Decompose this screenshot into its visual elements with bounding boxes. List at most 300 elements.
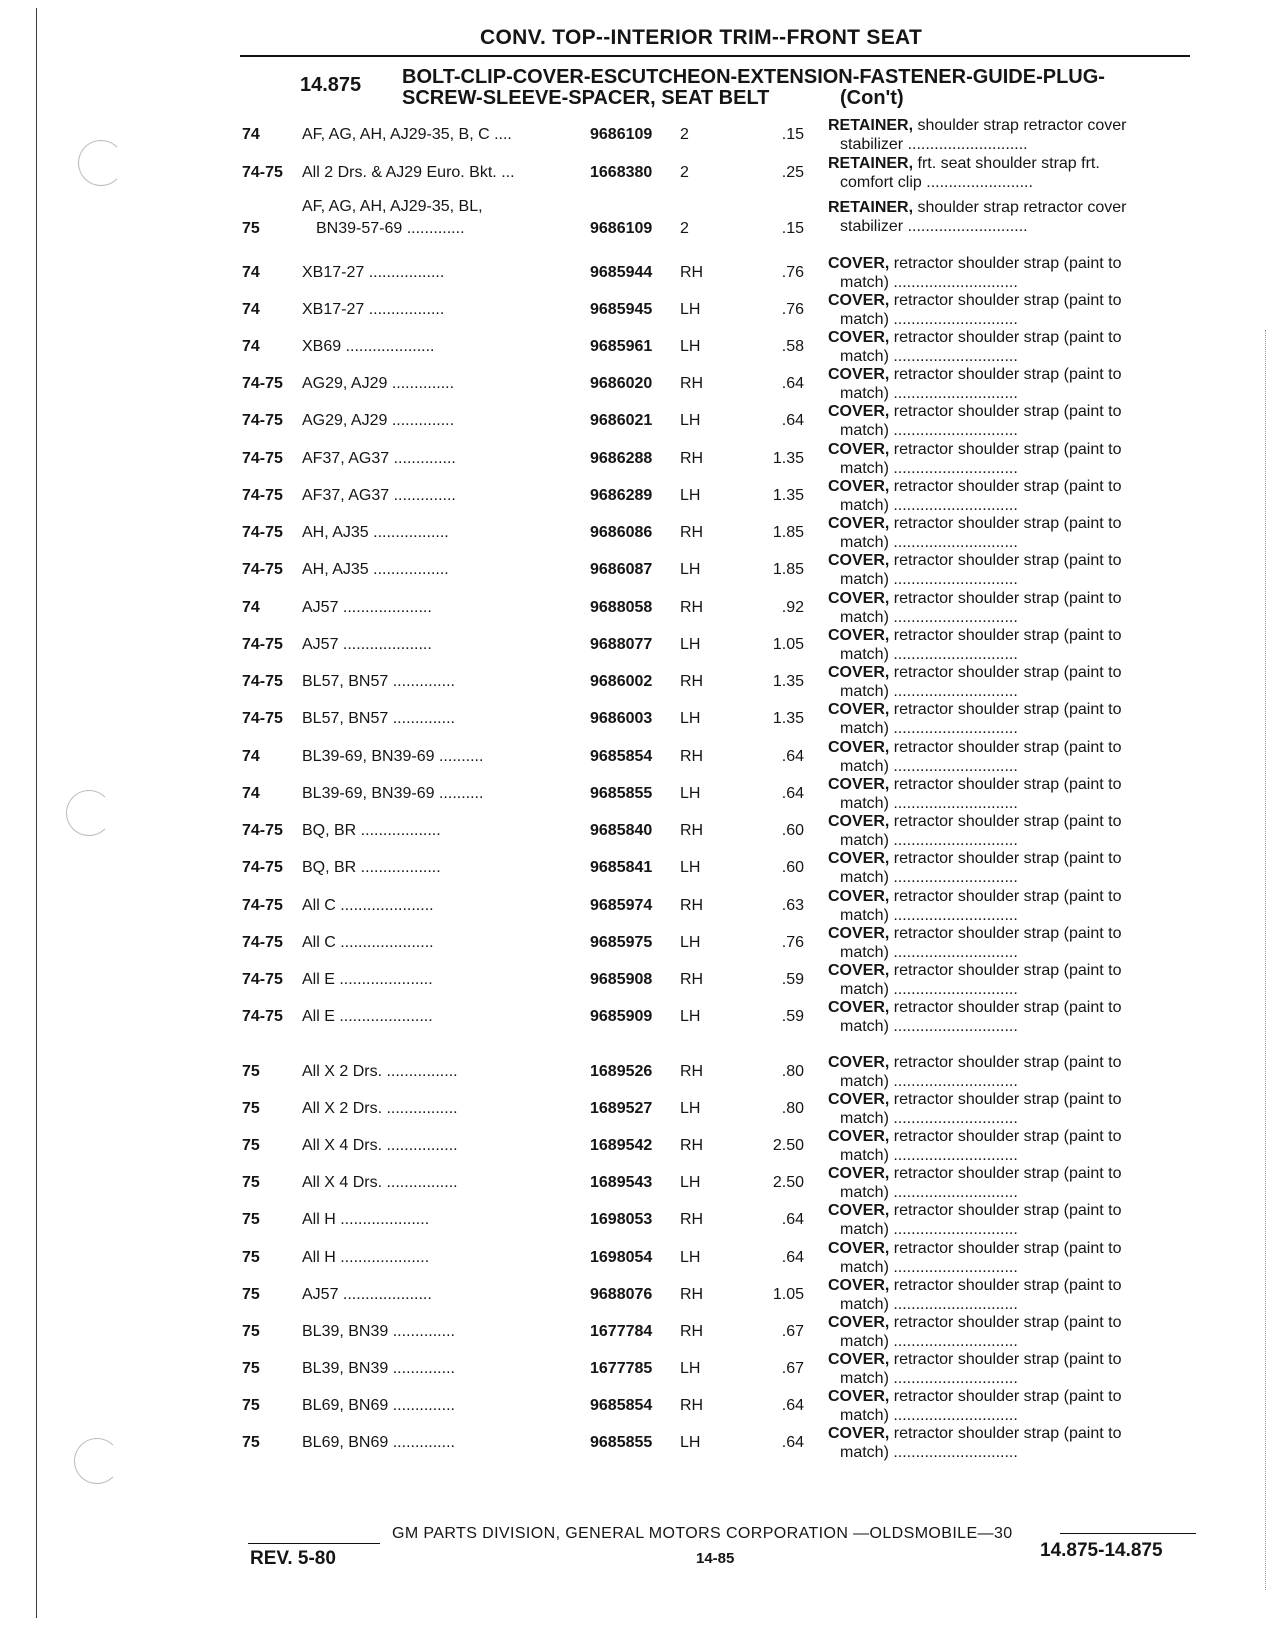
year-range: 74-75 <box>242 561 283 578</box>
quantity: RH <box>680 673 704 690</box>
application: All E ..................... <box>302 971 433 988</box>
table-row <box>0 1127 1280 1167</box>
description-line-2: match) ............................ <box>840 646 1018 663</box>
part-number: 9685854 <box>590 1397 653 1414</box>
price: .76 <box>781 301 804 318</box>
part-name: COVER, <box>828 962 890 979</box>
quantity: RH <box>680 599 704 616</box>
table-row <box>0 365 1280 405</box>
quantity: LH <box>680 1174 701 1191</box>
year-range: 75 <box>242 1211 260 1228</box>
description-line-2: match) ............................ <box>840 274 1018 291</box>
part-number: 9685909 <box>590 1008 653 1025</box>
description-line-1: retractor shoulder strap (paint to <box>893 403 1122 420</box>
description <box>828 1053 1200 1091</box>
description-line-1: retractor shoulder strap (paint to <box>893 850 1122 867</box>
description-line-2: match) ............................ <box>840 758 1018 775</box>
year-range: 74-75 <box>242 524 283 541</box>
quantity: RH <box>680 1397 704 1414</box>
year-range: 74-75 <box>242 710 283 727</box>
table-row <box>0 198 1280 238</box>
quantity: RH <box>680 822 704 839</box>
price: .64 <box>781 412 804 429</box>
quantity: LH <box>680 301 701 318</box>
quantity: RH <box>680 1137 704 1154</box>
price: .15 <box>781 220 804 237</box>
quantity: RH <box>680 375 704 392</box>
description <box>828 1239 1200 1277</box>
description-line-2: match) ............................ <box>840 534 1018 551</box>
description-line-2: match) ............................ <box>840 460 1018 477</box>
description-line-1: retractor shoulder strap (paint to <box>893 366 1122 383</box>
application: BL69, BN69 .............. <box>302 1397 455 1414</box>
description-line-1: retractor shoulder strap (paint to <box>893 739 1122 756</box>
description-line-2: match) ............................ <box>840 1221 1018 1238</box>
table-row <box>0 738 1280 778</box>
year-range: 75 <box>242 1100 260 1117</box>
description-line-1: retractor shoulder strap (paint to <box>893 1351 1122 1368</box>
part-number: 1698054 <box>590 1249 653 1266</box>
application: XB17-27 ................. <box>302 301 445 318</box>
description-line-2: match) ............................ <box>840 1444 1018 1461</box>
description <box>828 1350 1200 1388</box>
description-line-1: retractor shoulder strap (paint to <box>893 962 1122 979</box>
year-range: 75 <box>242 1434 260 1451</box>
table-row <box>0 1053 1280 1093</box>
description <box>828 589 1200 627</box>
description <box>828 1276 1200 1314</box>
description-line-1: retractor shoulder strap (paint to <box>893 1277 1122 1294</box>
footer-publisher: GM PARTS DIVISION, GENERAL MOTORS CORPORATION —OLDSMOBILE—30 <box>392 1525 1013 1542</box>
application: All H .................... <box>302 1211 430 1228</box>
part-number: 9686289 <box>590 487 653 504</box>
description-line-1: retractor shoulder strap (paint to <box>893 925 1122 942</box>
description <box>828 998 1200 1036</box>
quantity: 2 <box>680 220 689 237</box>
year-range: 74 <box>242 126 260 143</box>
part-number: 1689542 <box>590 1137 653 1154</box>
description-line-1: retractor shoulder strap (paint to <box>893 1240 1122 1257</box>
part-name: COVER, <box>828 739 890 756</box>
part-name: COVER, <box>828 590 890 607</box>
part-name: COVER, <box>828 441 890 458</box>
year-range: 74 <box>242 748 260 765</box>
description <box>828 626 1200 664</box>
table-row <box>0 514 1280 554</box>
description <box>828 440 1200 478</box>
price: .80 <box>781 1100 804 1117</box>
section-continued: (Con't) <box>840 87 904 109</box>
year-range: 74-75 <box>242 971 283 988</box>
application: All X 2 Drs. ................ <box>302 1100 458 1117</box>
description-line-1: retractor shoulder strap (paint to <box>893 1054 1122 1071</box>
price: .76 <box>781 934 804 951</box>
description <box>828 1127 1200 1165</box>
description-line-1: retractor shoulder strap (paint to <box>893 478 1122 495</box>
quantity: LH <box>680 1434 701 1451</box>
year-range: 74-75 <box>242 450 283 467</box>
year-range: 75 <box>242 1397 260 1414</box>
footer-section-range: 14.875-14.875 <box>1040 1540 1163 1561</box>
part-number: 9685944 <box>590 264 653 281</box>
quantity: LH <box>680 636 701 653</box>
description-line-2: match) ............................ <box>840 348 1018 365</box>
part-number: 9686003 <box>590 710 653 727</box>
year-range: 74 <box>242 264 260 281</box>
description-line-2: match) ............................ <box>840 795 1018 812</box>
section-number: 14.875 <box>300 74 362 96</box>
application: AF37, AG37 .............. <box>302 487 456 504</box>
year-range: 75 <box>242 1360 260 1377</box>
description-line-2: stabilizer ........................... <box>840 136 1028 153</box>
year-range: 74-75 <box>242 934 283 951</box>
year-range: 74-75 <box>242 375 283 392</box>
price: .67 <box>781 1360 804 1377</box>
description-line-1: retractor shoulder strap (paint to <box>893 292 1122 309</box>
footer-page-number: 14-85 <box>696 1550 735 1567</box>
year-range: 74 <box>242 599 260 616</box>
part-name: COVER, <box>828 1240 890 1257</box>
description <box>828 402 1200 440</box>
part-number: 1668380 <box>590 164 653 181</box>
description <box>828 154 1200 192</box>
description-line-2: stabilizer ........................... <box>840 218 1028 235</box>
part-name: COVER, <box>828 1202 890 1219</box>
part-name: COVER, <box>828 999 890 1016</box>
year-range: 74 <box>242 301 260 318</box>
part-number: 1698053 <box>590 1211 653 1228</box>
part-number: 9685908 <box>590 971 653 988</box>
description <box>828 551 1200 589</box>
application: AF37, AG37 .............. <box>302 450 456 467</box>
part-number: 9685945 <box>590 301 653 318</box>
description-line-2: match) ............................ <box>840 1407 1018 1424</box>
description-line-1: retractor shoulder strap (paint to <box>893 813 1122 830</box>
application: AF, AG, AH, AJ29-35, B, C .... <box>302 126 512 143</box>
description <box>828 1313 1200 1351</box>
part-number: 9685841 <box>590 859 653 876</box>
application: All X 4 Drs. ................ <box>302 1174 458 1191</box>
footer-revision: REV. 5-80 <box>250 1548 336 1569</box>
description-line-2: match) ............................ <box>840 1259 1018 1276</box>
description-line-1: retractor shoulder strap (paint to <box>893 1314 1122 1331</box>
part-name: COVER, <box>828 813 890 830</box>
part-number: 9686002 <box>590 673 653 690</box>
application: BQ, BR .................. <box>302 859 441 876</box>
part-number: 1677785 <box>590 1360 653 1377</box>
year-range: 74-75 <box>242 897 283 914</box>
part-number: 9688077 <box>590 636 653 653</box>
table-row <box>0 291 1280 331</box>
application: BQ, BR .................. <box>302 822 441 839</box>
part-name: COVER, <box>828 478 890 495</box>
part-number: 9685974 <box>590 897 653 914</box>
application: AH, AJ35 ................. <box>302 524 449 541</box>
description-line-1: retractor shoulder strap (paint to <box>893 627 1122 644</box>
part-name: COVER, <box>828 888 890 905</box>
description-line-1: retractor shoulder strap (paint to <box>893 590 1122 607</box>
table-row <box>0 440 1280 480</box>
year-range: 75 <box>242 1249 260 1266</box>
table-row <box>0 812 1280 852</box>
table-row <box>0 887 1280 927</box>
part-name: COVER, <box>828 925 890 942</box>
price: .64 <box>781 1397 804 1414</box>
application: BL39-69, BN39-69 .......... <box>302 748 484 765</box>
part-name: COVER, <box>828 1351 890 1368</box>
description-line-2: match) ............................ <box>840 907 1018 924</box>
description <box>828 887 1200 925</box>
year-range: 74-75 <box>242 164 283 181</box>
description <box>828 514 1200 552</box>
quantity: 2 <box>680 126 689 143</box>
price: 1.85 <box>772 561 804 578</box>
part-name: RETAINER, <box>828 117 914 134</box>
price: .15 <box>781 126 804 143</box>
description-line-2: match) ............................ <box>840 1333 1018 1350</box>
description-line-1: retractor shoulder strap (paint to <box>893 329 1122 346</box>
header-rule <box>240 55 1190 57</box>
quantity: RH <box>680 264 704 281</box>
table-row <box>0 1350 1280 1390</box>
application: All C ..................... <box>302 934 434 951</box>
part-number: 9686020 <box>590 375 653 392</box>
part-name: RETAINER, <box>828 155 914 172</box>
description-line-2: match) ............................ <box>840 497 1018 514</box>
description-line-1: retractor shoulder strap (paint to <box>893 1388 1122 1405</box>
application: AG29, AJ29 .............. <box>302 375 455 392</box>
price: .67 <box>781 1323 804 1340</box>
application: All E ..................... <box>302 1008 433 1025</box>
part-name: COVER, <box>828 1054 890 1071</box>
part-number: 9685854 <box>590 748 653 765</box>
description <box>828 924 1200 962</box>
year-range: 75 <box>242 1063 260 1080</box>
description-line-2: match) ............................ <box>840 1073 1018 1090</box>
description-line-2: comfort clip ........................ <box>840 174 1033 191</box>
quantity: RH <box>680 1211 704 1228</box>
application: All 2 Drs. & AJ29 Euro. Bkt. ... <box>302 164 515 181</box>
description-line-2: match) ............................ <box>840 311 1018 328</box>
part-name: COVER, <box>828 403 890 420</box>
part-name: COVER, <box>828 1314 890 1331</box>
price: .25 <box>781 164 804 181</box>
quantity: 2 <box>680 164 689 181</box>
part-number: 9685855 <box>590 785 653 802</box>
part-number: 9686109 <box>590 126 653 143</box>
price: 1.05 <box>772 636 804 653</box>
quantity: LH <box>680 561 701 578</box>
price: 1.35 <box>772 710 804 727</box>
section-title-line-2: SCREW-SLEEVE-SPACER, SEAT BELT <box>402 87 770 109</box>
part-name: COVER, <box>828 366 890 383</box>
quantity: LH <box>680 1008 701 1025</box>
price: 1.35 <box>772 673 804 690</box>
quantity: LH <box>680 412 701 429</box>
application: All X 4 Drs. ................ <box>302 1137 458 1154</box>
table-row <box>0 1164 1280 1204</box>
table-row <box>0 402 1280 442</box>
part-name: COVER, <box>828 515 890 532</box>
price: 1.35 <box>772 450 804 467</box>
part-number: 1689526 <box>590 1063 653 1080</box>
quantity: LH <box>680 338 701 355</box>
table-row <box>0 700 1280 740</box>
application: All H .................... <box>302 1249 430 1266</box>
table-row <box>0 1313 1280 1353</box>
part-number: 9685975 <box>590 934 653 951</box>
table-row <box>0 663 1280 703</box>
price: 1.35 <box>772 487 804 504</box>
table-row <box>0 924 1280 964</box>
application: BL69, BN69 .............. <box>302 1434 455 1451</box>
year-range: 75 <box>242 1323 260 1340</box>
part-name: RETAINER, <box>828 199 914 216</box>
description-line-2: match) ............................ <box>840 869 1018 886</box>
description-line-1: retractor shoulder strap (paint to <box>893 1128 1122 1145</box>
part-name: COVER, <box>828 552 890 569</box>
table-row <box>0 1424 1280 1464</box>
quantity: LH <box>680 859 701 876</box>
year-range: 74-75 <box>242 1008 283 1025</box>
part-number: 9688058 <box>590 599 653 616</box>
price: .60 <box>781 822 804 839</box>
year-range: 74-75 <box>242 636 283 653</box>
table-row <box>0 1276 1280 1316</box>
part-number: 9685840 <box>590 822 653 839</box>
year-range: 74-75 <box>242 487 283 504</box>
quantity: RH <box>680 1063 704 1080</box>
description <box>828 1424 1200 1462</box>
year-range: 74 <box>242 785 260 802</box>
description-line-2: match) ............................ <box>840 683 1018 700</box>
table-row <box>0 477 1280 517</box>
part-number: 1689543 <box>590 1174 653 1191</box>
part-name: COVER, <box>828 1388 890 1405</box>
description <box>828 1090 1200 1128</box>
description-line-1: retractor shoulder strap (paint to <box>893 255 1122 272</box>
quantity: RH <box>680 524 704 541</box>
table-row <box>0 1201 1280 1241</box>
description-line-2: match) ............................ <box>840 944 1018 961</box>
description-line-1: retractor shoulder strap (paint to <box>893 999 1122 1016</box>
price: .58 <box>781 338 804 355</box>
table-row <box>0 551 1280 591</box>
year-range: 75 <box>242 1137 260 1154</box>
description <box>828 365 1200 403</box>
description <box>828 738 1200 776</box>
price: .80 <box>781 1063 804 1080</box>
table-row <box>0 1387 1280 1427</box>
part-number: 9686021 <box>590 412 653 429</box>
description <box>828 812 1200 850</box>
description-line-1: retractor shoulder strap (paint to <box>893 1425 1122 1442</box>
table-row <box>0 849 1280 889</box>
part-number: 9686288 <box>590 450 653 467</box>
part-name: COVER, <box>828 1165 890 1182</box>
quantity: RH <box>680 1286 704 1303</box>
application: AJ57 .................... <box>302 1286 432 1303</box>
quantity: RH <box>680 897 704 914</box>
description-line-2: match) ............................ <box>840 1110 1018 1127</box>
description-line-1: retractor shoulder strap (paint to <box>893 664 1122 681</box>
description <box>828 961 1200 999</box>
description-line-2: match) ............................ <box>840 609 1018 626</box>
application: BL39, BN39 .............. <box>302 1323 455 1340</box>
year-range: 74-75 <box>242 859 283 876</box>
description-line-1: frt. seat shoulder strap frt. <box>917 155 1100 172</box>
description-line-1: retractor shoulder strap (paint to <box>893 888 1122 905</box>
quantity: RH <box>680 1323 704 1340</box>
year-range: 74-75 <box>242 822 283 839</box>
description <box>828 328 1200 366</box>
table-row <box>0 116 1280 156</box>
quantity: LH <box>680 1360 701 1377</box>
description <box>828 116 1200 154</box>
description <box>828 849 1200 887</box>
part-name: COVER, <box>828 627 890 644</box>
description-line-1: retractor shoulder strap (paint to <box>893 1165 1122 1182</box>
part-number: 1689527 <box>590 1100 653 1117</box>
year-range: 75 <box>242 1286 260 1303</box>
description <box>828 254 1200 292</box>
part-name: COVER, <box>828 1128 890 1145</box>
part-name: COVER, <box>828 850 890 867</box>
description-line-1: retractor shoulder strap (paint to <box>893 776 1122 793</box>
description-line-1: retractor shoulder strap (paint to <box>893 441 1122 458</box>
application: AH, AJ35 ................. <box>302 561 449 578</box>
part-number: 9685855 <box>590 1434 653 1451</box>
description-line-2: match) ............................ <box>840 832 1018 849</box>
price: 2.50 <box>772 1137 804 1154</box>
part-number: 9686109 <box>590 220 653 237</box>
description-line-1: retractor shoulder strap (paint to <box>893 701 1122 718</box>
description-line-2: match) ............................ <box>840 1370 1018 1387</box>
table-row <box>0 589 1280 629</box>
year-range: 75 <box>242 1174 260 1191</box>
application: BL57, BN57 .............. <box>302 673 455 690</box>
description-line-2: match) ............................ <box>840 1147 1018 1164</box>
description <box>828 1164 1200 1202</box>
quantity: LH <box>680 1100 701 1117</box>
quantity: LH <box>680 1249 701 1266</box>
part-name: COVER, <box>828 1091 890 1108</box>
table-row <box>0 254 1280 294</box>
price: .64 <box>781 785 804 802</box>
table-row <box>0 775 1280 815</box>
part-number: 9688076 <box>590 1286 653 1303</box>
application: AJ57 .................... <box>302 599 432 616</box>
price: .64 <box>781 375 804 392</box>
part-number: 9685961 <box>590 338 653 355</box>
price: 1.85 <box>772 524 804 541</box>
price: .64 <box>781 748 804 765</box>
part-name: COVER, <box>828 776 890 793</box>
description-line-2: match) ............................ <box>840 1018 1018 1035</box>
part-name: COVER, <box>828 255 890 272</box>
section-title-line-1: BOLT-CLIP-COVER-ESCUTCHEON-EXTENSION-FASTENER-GUIDE-PLUG- <box>402 66 1105 88</box>
description <box>828 1387 1200 1425</box>
description-line-1: shoulder strap retractor cover <box>917 199 1127 216</box>
price: .76 <box>781 264 804 281</box>
description-line-1: shoulder strap retractor cover <box>917 117 1127 134</box>
part-number: 9686087 <box>590 561 653 578</box>
description <box>828 477 1200 515</box>
description-line-2: match) ............................ <box>840 422 1018 439</box>
page-title: CONV. TOP--INTERIOR TRIM--FRONT SEAT <box>480 26 923 49</box>
application: All C ..................... <box>302 897 434 914</box>
application: BL39-69, BN39-69 .......... <box>302 785 484 802</box>
